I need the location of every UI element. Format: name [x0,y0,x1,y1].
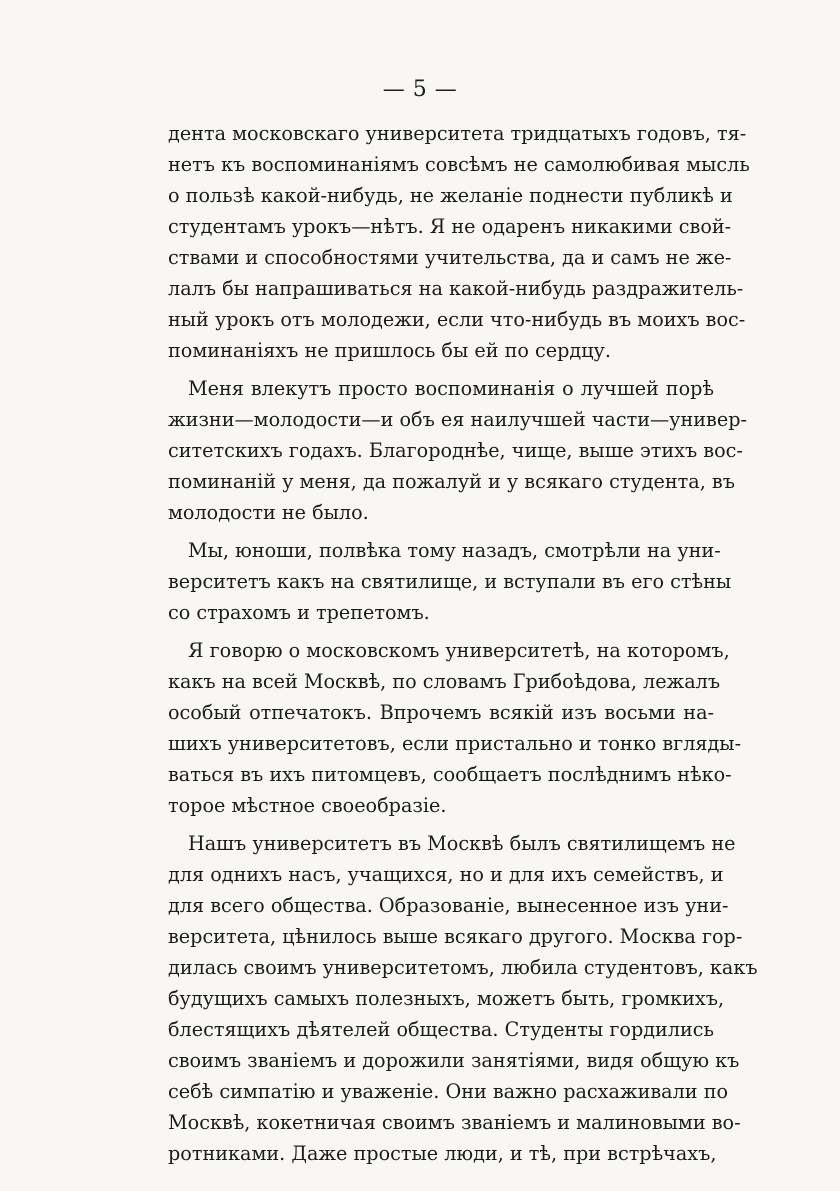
text-line: ротниками. Даже простые люди, и тѣ, при встрѣчахъ, [168,1142,717,1165]
text-line: нетъ къ воспоминанiямъ совсѣмъ не самолюбивая мысль [168,153,750,176]
text-line: шихъ университетовъ, если пристально и тонко вгляды- [168,732,742,755]
text-line: своимъ званiемъ и дорожили занятiями, видя общую къ [168,1049,740,1072]
text-line: для всего общества. Образованiе, вынесенное изъ уни- [168,894,729,917]
text-line: молодости не было. [168,501,369,524]
text-line: жизни—молодости—и объ ея наилучшей части—универ- [168,408,747,431]
text-line: блестящихъ дѣятелей общества. Студенты гордились [168,1018,714,1041]
text-line: дилась своимъ университетомъ, любила студентовъ, какъ [168,956,758,979]
text-line: верситета, цѣнилось выше всякаго другого. Москва гор- [168,925,743,948]
text-line: Мы, юноши, полвѣка тому назадъ, смотрѣли на уни- [188,539,721,562]
text-line: Я говорю о московскомъ университетѣ, на которомъ, [188,639,730,662]
text-line: Меня влекутъ просто воспоминанiя о лучшей порѣ [188,377,714,400]
paragraph [168,635,742,821]
text-line: будущихъ самыхъ полезныхъ, можетъ быть, громкихъ, [168,987,725,1010]
text-line: ный урокъ отъ молодежи, если что-нибудь въ моихъ вос- [168,308,746,331]
text-line: верситетъ какъ на святилище, и вступали въ его стѣны [168,570,732,593]
text-line: со страхомъ и трепетомъ. [168,601,430,624]
text-line: поминанiй у меня, да пожалуй и у всякаго студента, въ [168,470,735,493]
text-line: студентамъ урокъ—нѣтъ. Я не одаренъ никакими свой- [168,215,732,238]
text-line: себѣ симпатiю и уваженiе. Они важно расхаживали по [168,1080,729,1103]
paragraph [168,828,758,1169]
text-line: дента московскаго университета тридцатыхъ годовъ, тя- [168,122,747,145]
paragraph [168,373,747,528]
text-line: Москвѣ, кокетничая своимъ званiемъ и малиновыми во- [168,1111,741,1134]
text-line: лалъ бы напрашиваться на какой-нибудь раздражитель- [168,277,744,300]
body-text [168,118,758,1176]
paragraph [168,535,732,628]
text-line: какъ на всей Москвѣ, по словамъ Грибоѣдова, лежалъ [168,670,721,693]
text-line: Нашъ университетъ въ Москвѣ былъ святилищемъ не [188,832,736,855]
text-line: поминанiяхъ не пришлось бы ей по сердцу. [168,339,611,362]
text-line: о пользѣ какой-нибудь, не желанiе поднести публикѣ и [168,184,733,207]
text-line: ствами и способностями учительства, да и самъ не же- [168,246,732,269]
text-line: торое мѣстное своеобразiе. [168,794,447,817]
text-line: ваться въ ихъ питомцевъ, сообщаетъ послѣднимъ нѣко- [168,763,732,786]
text-line: ситетскихъ годахъ. Благороднѣе, чище, выше этихъ вос- [168,439,743,462]
page-number: — 5 — [382,77,458,102]
text-line: особый отпечатокъ. Впрочемъ всякiй изъ восьми на- [168,701,714,724]
text-line: для однихъ насъ, учащихся, но и для ихъ семействъ, и [168,863,724,886]
paragraph [168,118,750,366]
